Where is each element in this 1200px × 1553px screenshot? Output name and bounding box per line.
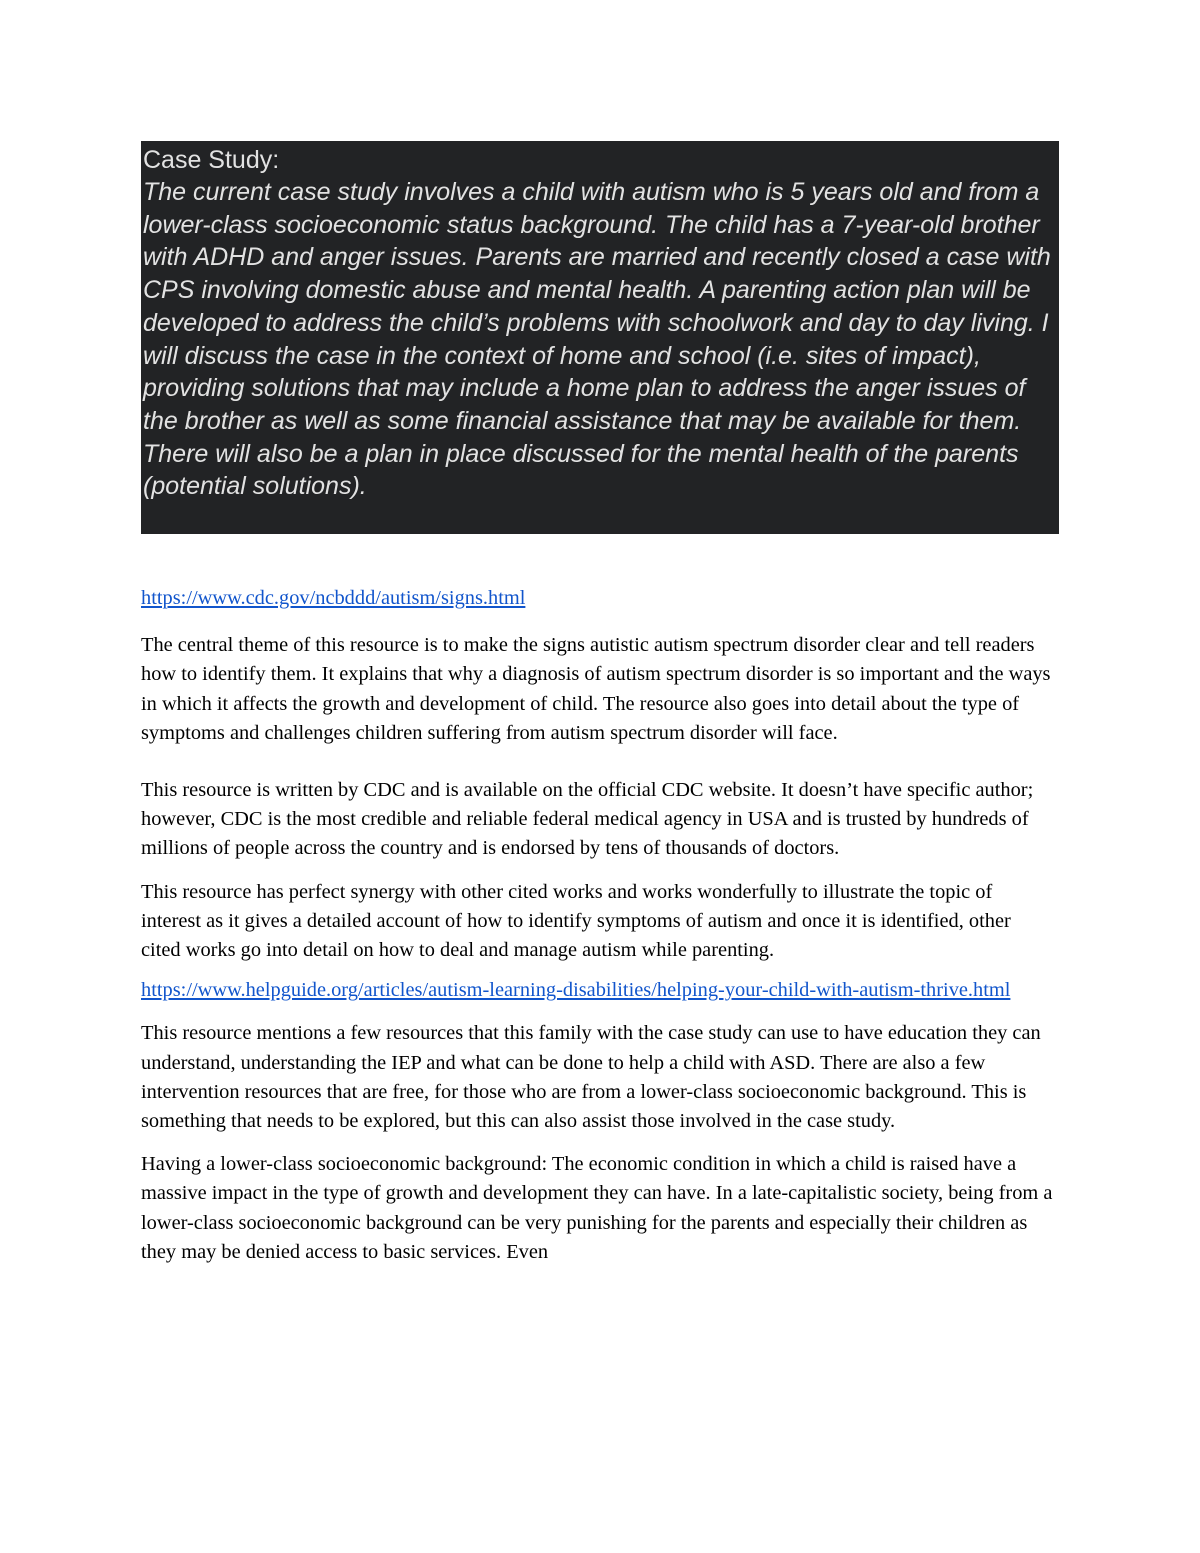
- document-body: [141, 584, 1055, 1267]
- paragraph-cdc-synergy: This resource has perfect synergy with other cited works and works wonderfully to illustrate the topic of interest as it gives a detailed account of how to identify symptoms of autism and once it is identified, other cited works go into detail on how to deal and manage autism while parenting.: [141, 880, 1011, 962]
- paragraph-cdc-theme: The central theme of this resource is to make the signs autistic autism spectrum disorder clear and tell readers how to identify them. It explains that why a diagnosis of autism spectrum disorder is so important and the ways in which it affects the growth and development of child. The resource also goes into detail about the type of symptoms and challenges children suffering from autism spectrum disorder will face.: [141, 634, 1051, 744]
- paragraph-helpguide-resources: This resource mentions a few resources that this family with the case study can use to have education they can understand, understanding the IEP and what can be done to help a child with ASD. There are also a few intervention resources that are free, for those who are from a lower-class socioeconomic background. This is something that needs to be explored, but this can also assist those involved in the case study.: [141, 1022, 1041, 1133]
- paragraph-cdc-author: This resource is written by CDC and is available on the official CDC website. It doesn’t have specific author; however, CDC is the most credible and reliable federal medical agency in USA and is trusted by hundreds of millions of people across the country and is endorsed by tens of thousands of doctors.: [141, 779, 1034, 860]
- paragraph-socioeconomic: Having a lower-class socioeconomic background: The economic condition in which a child is raised have a massive impact in the type of growth and development they can have. In a late-capitalistic society, being from a lower-class socioeconomic background can be very punishing for the parents and especially their children as they may be denied access to basic services. Even: [141, 1153, 1053, 1263]
- case-study-title: Case Study:: [143, 146, 280, 174]
- resource-link-cdc[interactable]: https://www.cdc.gov/ncbddd/autism/signs.html: [141, 587, 526, 609]
- resource-link-helpguide[interactable]: https://www.helpguide.org/articles/autism-learning-disabilities/helping-your-child-with-autism-thrive.html: [141, 979, 1011, 1002]
- case-study-box: [141, 141, 1059, 534]
- case-study-text: The current case study involves a child with autism who is 5 years old and from a lower-class socioeconomic status background. The child has a 7-year-old brother with ADHD and anger issues. Parents are married and recently closed a case with CPS involving domestic abuse and mental health. A parenting action plan will be developed to address the child’s problems with schoolwork and day to day living. I will discuss the case in the context of home and school (i.e. sites of impact), providing solutions that may include a home plan to address the anger issues of the brother as well as some financial assistance that may be available for them. There will also be a plan in place discussed for the mental health of the parents (potential solutions).: [143, 178, 1051, 501]
